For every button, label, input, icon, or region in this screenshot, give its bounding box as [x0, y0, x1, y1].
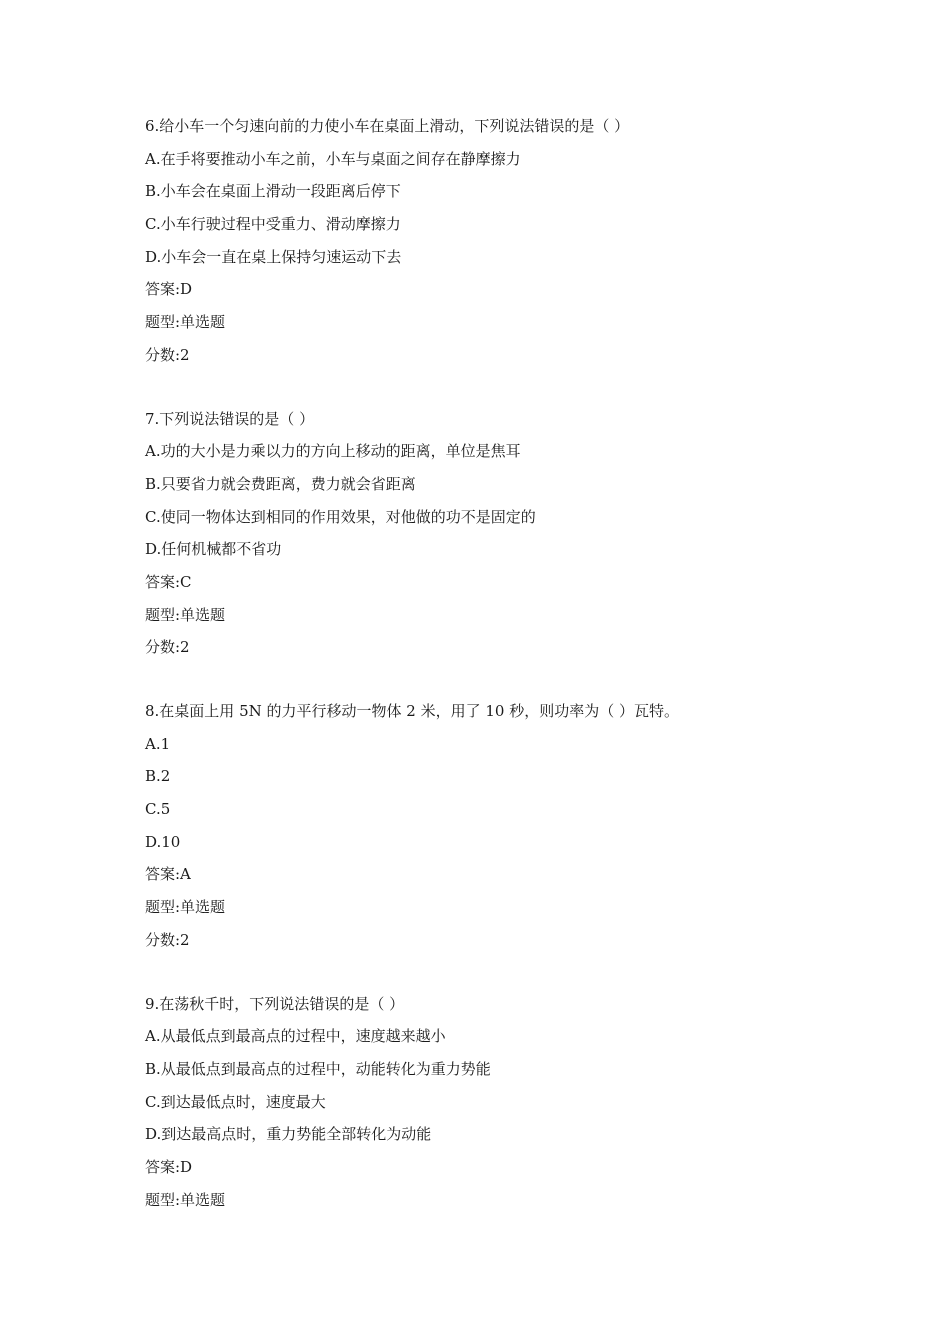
- question-7: [145, 403, 905, 665]
- question-8: [145, 695, 905, 957]
- question-type: 题型:单选题: [145, 313, 226, 332]
- option-b: B.小车会在桌面上滑动一段距离后停下: [145, 182, 401, 201]
- option-d: D.到达最高点时，重力势能全部转化为动能: [145, 1125, 432, 1144]
- option-a: A.在手将要推动小车之前，小车与桌面之间存在静摩擦力: [145, 149, 521, 168]
- option-b: B.只要省力就会费距离，费力就会省距离: [145, 474, 416, 493]
- option-c: C.小车行驶过程中受重力、滑动摩擦力: [145, 215, 401, 234]
- answer: 答案:D: [145, 1157, 193, 1176]
- question-9: [145, 988, 905, 1217]
- score: 分数:2: [145, 345, 190, 364]
- option-a: A.功的大小是力乘以力的方向上移动的距离，单位是焦耳: [145, 442, 521, 461]
- score: 分数:2: [145, 930, 190, 949]
- question-type: 题型:单选题: [145, 1190, 226, 1209]
- question-stem: 7.下列说法错误的是（ ）: [145, 409, 315, 428]
- option-b: B.从最低点到最高点的过程中，动能转化为重力势能: [145, 1059, 491, 1078]
- option-d: D.任何机械都不省功: [145, 540, 282, 559]
- question-type: 题型:单选题: [145, 605, 226, 624]
- option-c: C.到达最低点时，速度最大: [145, 1092, 326, 1111]
- question-type: 题型:单选题: [145, 898, 226, 917]
- option-d: D.小车会一直在桌上保持匀速运动下去: [145, 247, 402, 266]
- document-page: [145, 110, 905, 1247]
- option-a: A.1: [145, 734, 171, 753]
- option-a: A.从最低点到最高点的过程中，速度越来越小: [145, 1027, 446, 1046]
- answer: 答案:C: [145, 572, 192, 591]
- answer: 答案:A: [145, 865, 191, 884]
- score: 分数:2: [145, 638, 190, 657]
- question-stem: 9.在荡秋千时，下列说法错误的是（ ）: [145, 994, 405, 1013]
- option-d: D.10: [145, 832, 181, 851]
- option-c: C.使同一物体达到相同的作用效果，对他做的功不是固定的: [145, 507, 536, 526]
- option-c: C.5: [145, 800, 171, 819]
- question-stem: 8.在桌面上用 5N 的力平行移动一物体 2 米，用了 10 秒，则功率为（ ）瓦特。: [145, 702, 679, 720]
- option-b: B.2: [145, 767, 171, 786]
- answer: 答案:D: [145, 280, 193, 299]
- question-6: [145, 110, 905, 372]
- question-stem: 6.给小车一个匀速向前的力使小车在桌面上滑动，下列说法错误的是（ ）: [145, 117, 630, 135]
